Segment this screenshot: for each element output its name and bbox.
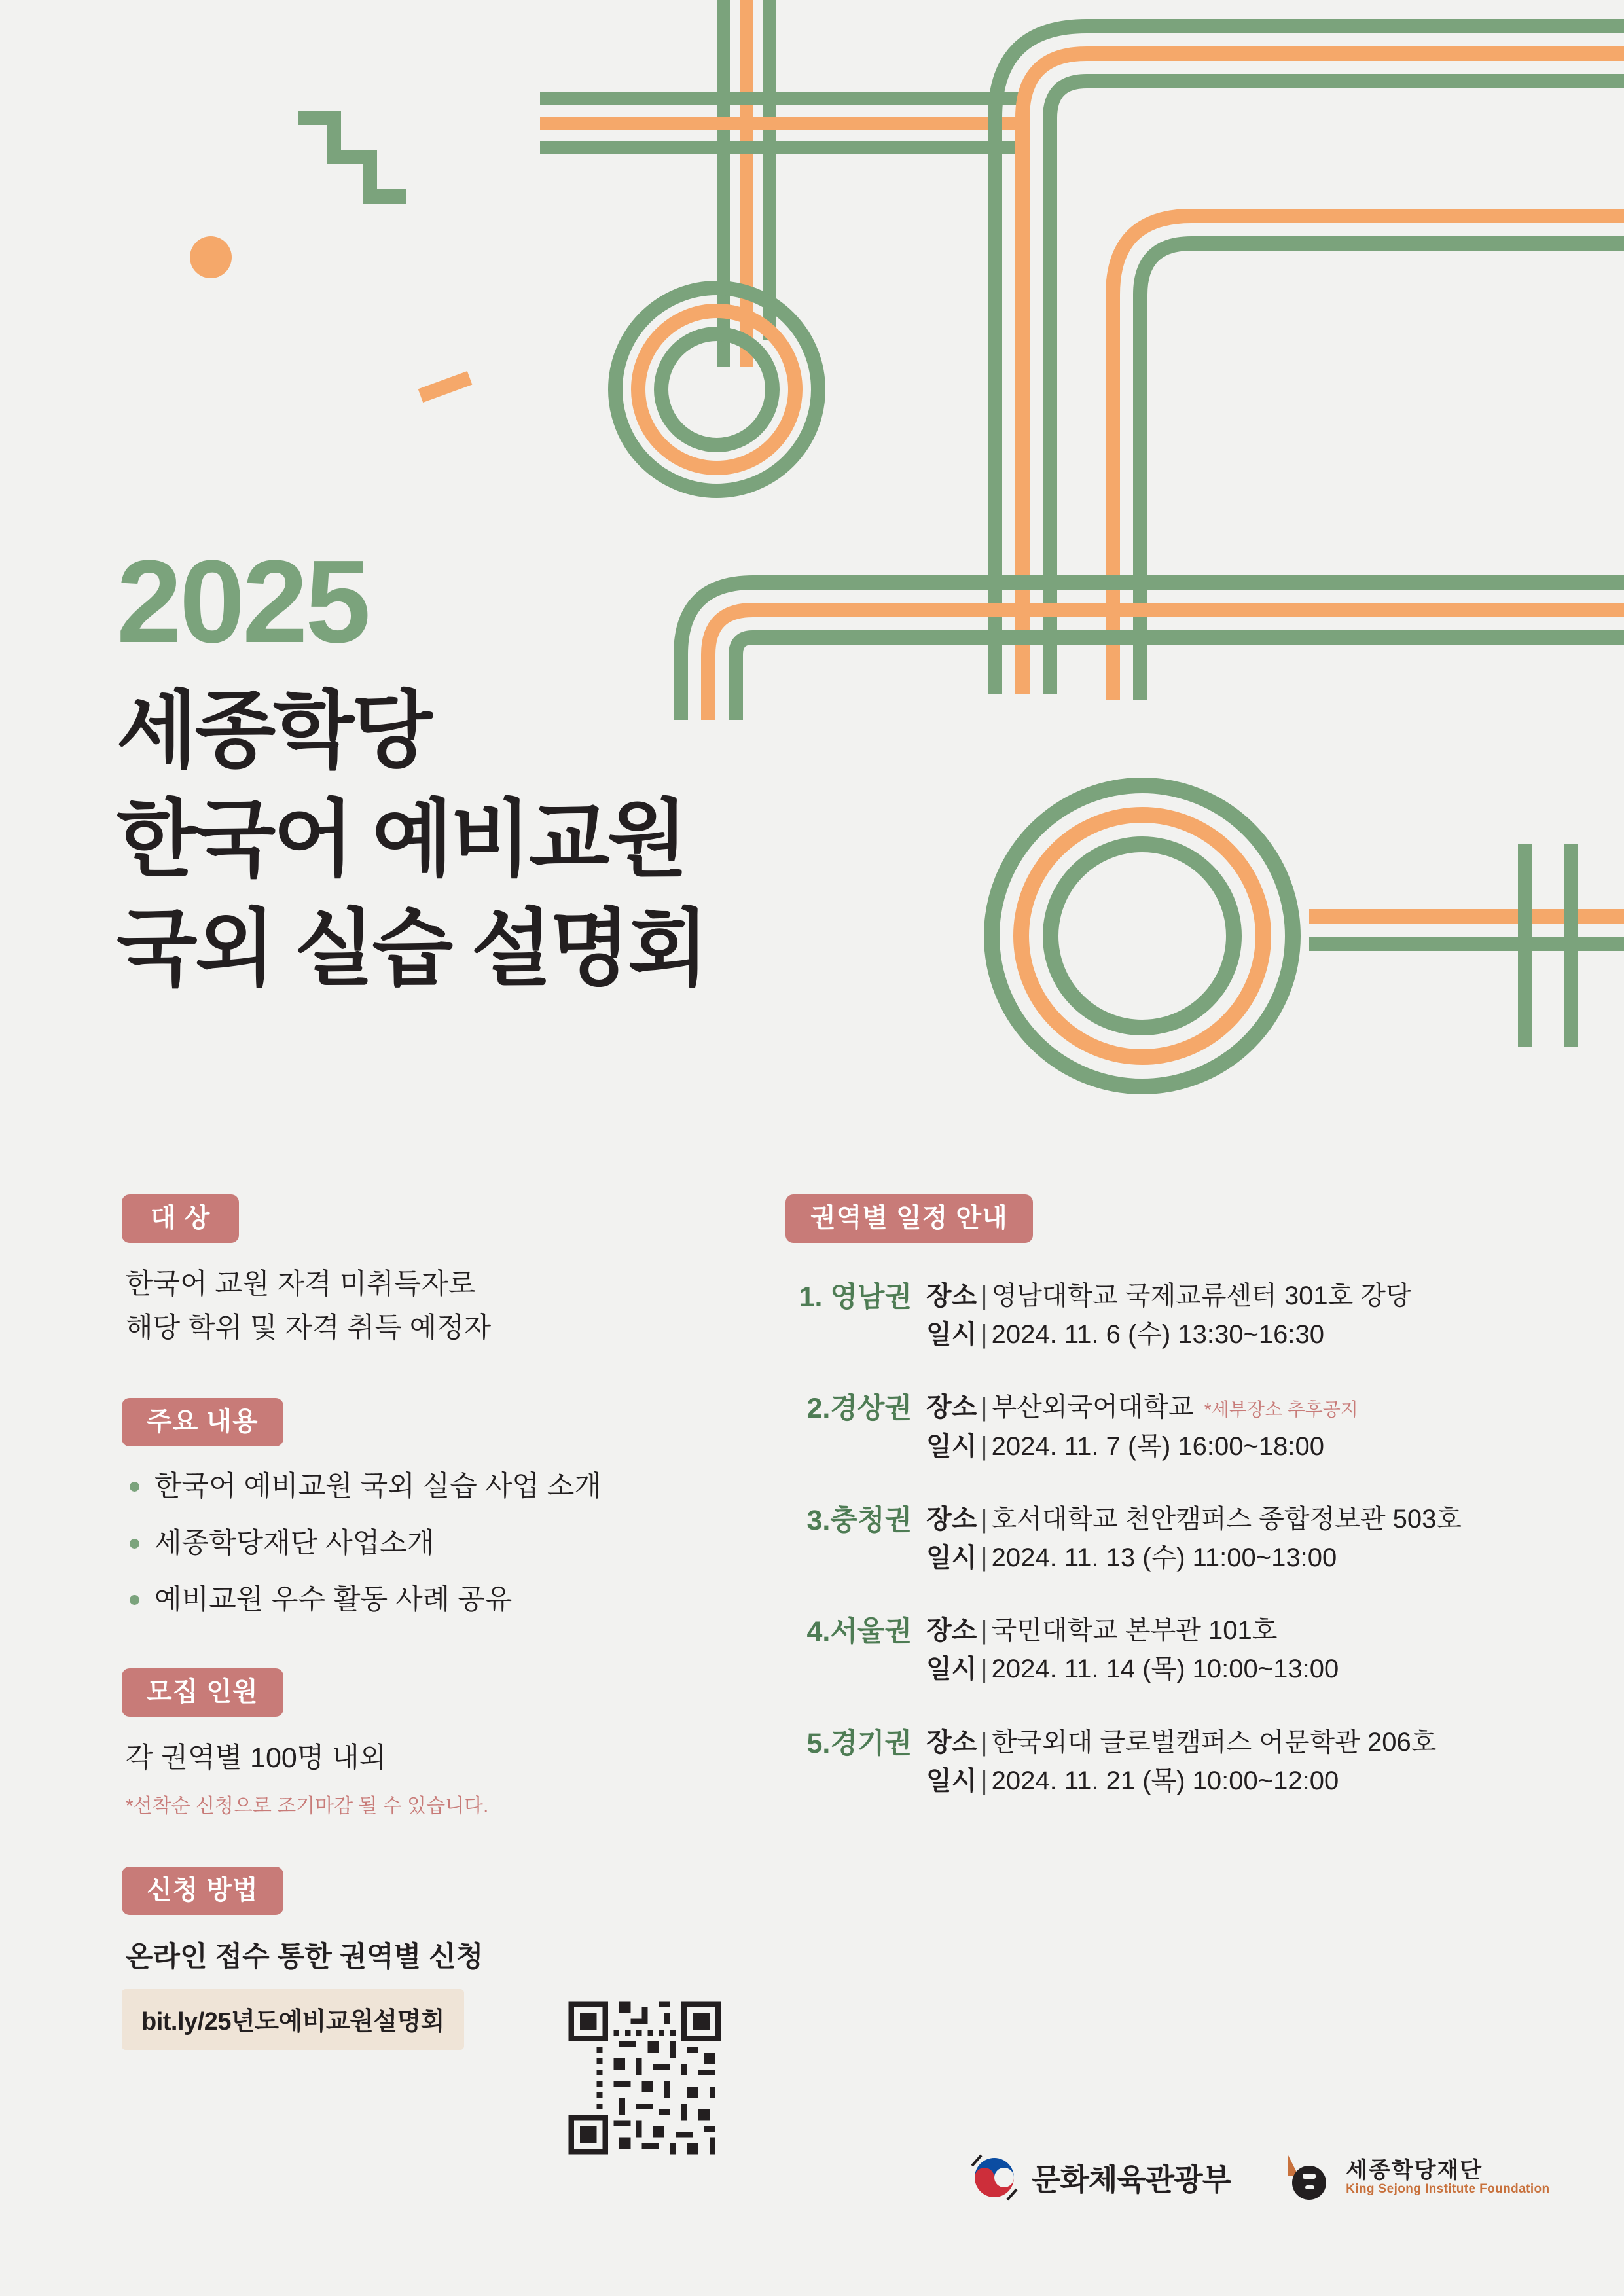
place-label: 장소 bbox=[926, 1616, 977, 1645]
place-note: *세부장소 추후공지 bbox=[1204, 1399, 1358, 1420]
right-column bbox=[785, 1194, 1558, 1801]
schedule-region: 3.충청권 bbox=[806, 1504, 912, 1536]
apply-heading: 신청 방법 bbox=[122, 1867, 283, 1915]
ministry-name: 문화체육관광부 bbox=[1032, 2162, 1231, 2197]
place-label: 장소 bbox=[926, 1393, 977, 1422]
list-item: 세종학당재단 사업소개 bbox=[126, 1523, 744, 1564]
place-value: 영남대학교 국제교류센터 301호 강당 bbox=[991, 1282, 1411, 1310]
schedule-region: 1. 영남권 bbox=[799, 1282, 912, 1313]
taegeuk-icon bbox=[969, 2152, 1020, 2203]
date-label: 일시 bbox=[926, 1431, 977, 1461]
place-note bbox=[1462, 1511, 1472, 1532]
schedule-region: 2.경상권 bbox=[806, 1393, 912, 1425]
poster-title-line-1: 세종학당 bbox=[117, 684, 430, 778]
apply-link[interactable]: bit.ly/25년도예비교원설명회 bbox=[122, 1989, 464, 2050]
poster-year: 2025 bbox=[117, 536, 369, 668]
capacity-text: 각 권역별 100명 내외 bbox=[126, 1742, 387, 1774]
date-value: 2024. 11. 14 (목) 10:00~13:00 bbox=[991, 1655, 1339, 1684]
place-value: 국민대학교 본부관 101호 bbox=[991, 1616, 1278, 1645]
date-label: 일시 bbox=[926, 1320, 977, 1350]
schedule-item: 1. 영남권 장소 | 영남대학교 국제교류센터 301호 강당 일시 | 2024. 11. 6 (수) 13:30~16:30 bbox=[785, 1277, 1558, 1354]
list-item: 예비교원 우수 활동 사례 공유 bbox=[126, 1579, 744, 1620]
dot-decoration bbox=[190, 236, 232, 278]
target-line-1: 한국어 교원 자격 미취득자로 bbox=[126, 1268, 476, 1300]
target-heading: 대 상 bbox=[122, 1194, 239, 1243]
date-label: 일시 bbox=[926, 1655, 977, 1684]
king-sejong-institute-icon bbox=[1279, 2150, 1334, 2205]
list-item: 한국어 예비교원 국외 실습 사업 소개 bbox=[126, 1466, 744, 1507]
ksif-name-en: King Sejong Institute Foundation bbox=[1346, 2182, 1550, 2197]
capacity-note: *선착순 신청으로 조기마감 될 수 있습니다. bbox=[126, 1795, 489, 1817]
place-label: 장소 bbox=[926, 1282, 977, 1310]
date-value: 2024. 11. 6 (수) 13:30~16:30 bbox=[991, 1320, 1324, 1350]
schedule-item: 5.경기권 장소 | 한국외대 글로벌캠퍼스 어문학관 206호 일시 | 2024. 11. 21 (목) 10:00~12:00 bbox=[785, 1723, 1558, 1801]
date-value: 2024. 11. 7 (목) 16:00~18:00 bbox=[991, 1431, 1324, 1461]
place-label: 장소 bbox=[926, 1504, 977, 1534]
poster-title-line-2: 한국어 예비교원 bbox=[117, 793, 686, 887]
schedule-item: 3.충청권 장소 | 호서대학교 천안캠퍼스 종합정보관 503호 일시 | 2024. 11. 13 (수) 11:00~13:00 bbox=[785, 1500, 1558, 1577]
schedule-heading: 권역별 일정 안내 bbox=[785, 1194, 1033, 1243]
place-value: 호서대학교 천안캠퍼스 종합정보관 503호 bbox=[991, 1504, 1462, 1534]
place-note bbox=[1436, 1734, 1447, 1755]
place-note bbox=[1411, 1288, 1422, 1308]
date-value: 2024. 11. 21 (목) 10:00~12:00 bbox=[991, 1766, 1339, 1795]
poster-title-line-3: 국외 실습 설명회 bbox=[117, 901, 706, 996]
place-value: 부산외국어대학교 bbox=[991, 1393, 1194, 1422]
ministry-logo-group bbox=[969, 2152, 1231, 2203]
capacity-heading: 모집 인원 bbox=[122, 1668, 283, 1717]
left-column bbox=[122, 1194, 744, 2050]
contents-list bbox=[126, 1466, 744, 1620]
ksif-logo-group bbox=[1279, 2150, 1549, 2205]
place-value: 한국외대 글로벌캠퍼스 어문학관 206호 bbox=[991, 1727, 1437, 1757]
place-label: 장소 bbox=[926, 1727, 977, 1757]
apply-text: 온라인 접수 통한 권역별 신청 bbox=[126, 1941, 484, 1973]
date-label: 일시 bbox=[926, 1543, 977, 1572]
place-note bbox=[1277, 1623, 1288, 1643]
section-target bbox=[122, 1194, 744, 1350]
poster-title-block bbox=[117, 536, 706, 1003]
target-line-2: 해당 학위 및 자격 취득 예정자 bbox=[126, 1312, 492, 1344]
ksif-name-ko: 세종학당재단 bbox=[1346, 2157, 1483, 2183]
schedule-item: 4.서울권 장소 | 국민대학교 본부관 101호 일시 | 2024. 11. 14 (목) 10:00~13:00 bbox=[785, 1611, 1558, 1689]
contents-heading: 주요 내용 bbox=[122, 1398, 283, 1446]
footer-logos bbox=[969, 2150, 1550, 2205]
date-value: 2024. 11. 13 (수) 11:00~13:00 bbox=[991, 1543, 1337, 1572]
schedule-region: 4.서울권 bbox=[806, 1616, 912, 1648]
schedule-region: 5.경기권 bbox=[806, 1727, 912, 1759]
schedule-item: 2.경상권 장소 | 부산외국어대학교 *세부장소 추후공지 일시 | 2024. 11. 7 (목) 16:00~18:00 bbox=[785, 1388, 1558, 1465]
section-capacity bbox=[122, 1668, 744, 1818]
date-label: 일시 bbox=[926, 1766, 977, 1795]
qr-code[interactable] bbox=[563, 1996, 727, 2160]
section-contents bbox=[122, 1398, 744, 1620]
